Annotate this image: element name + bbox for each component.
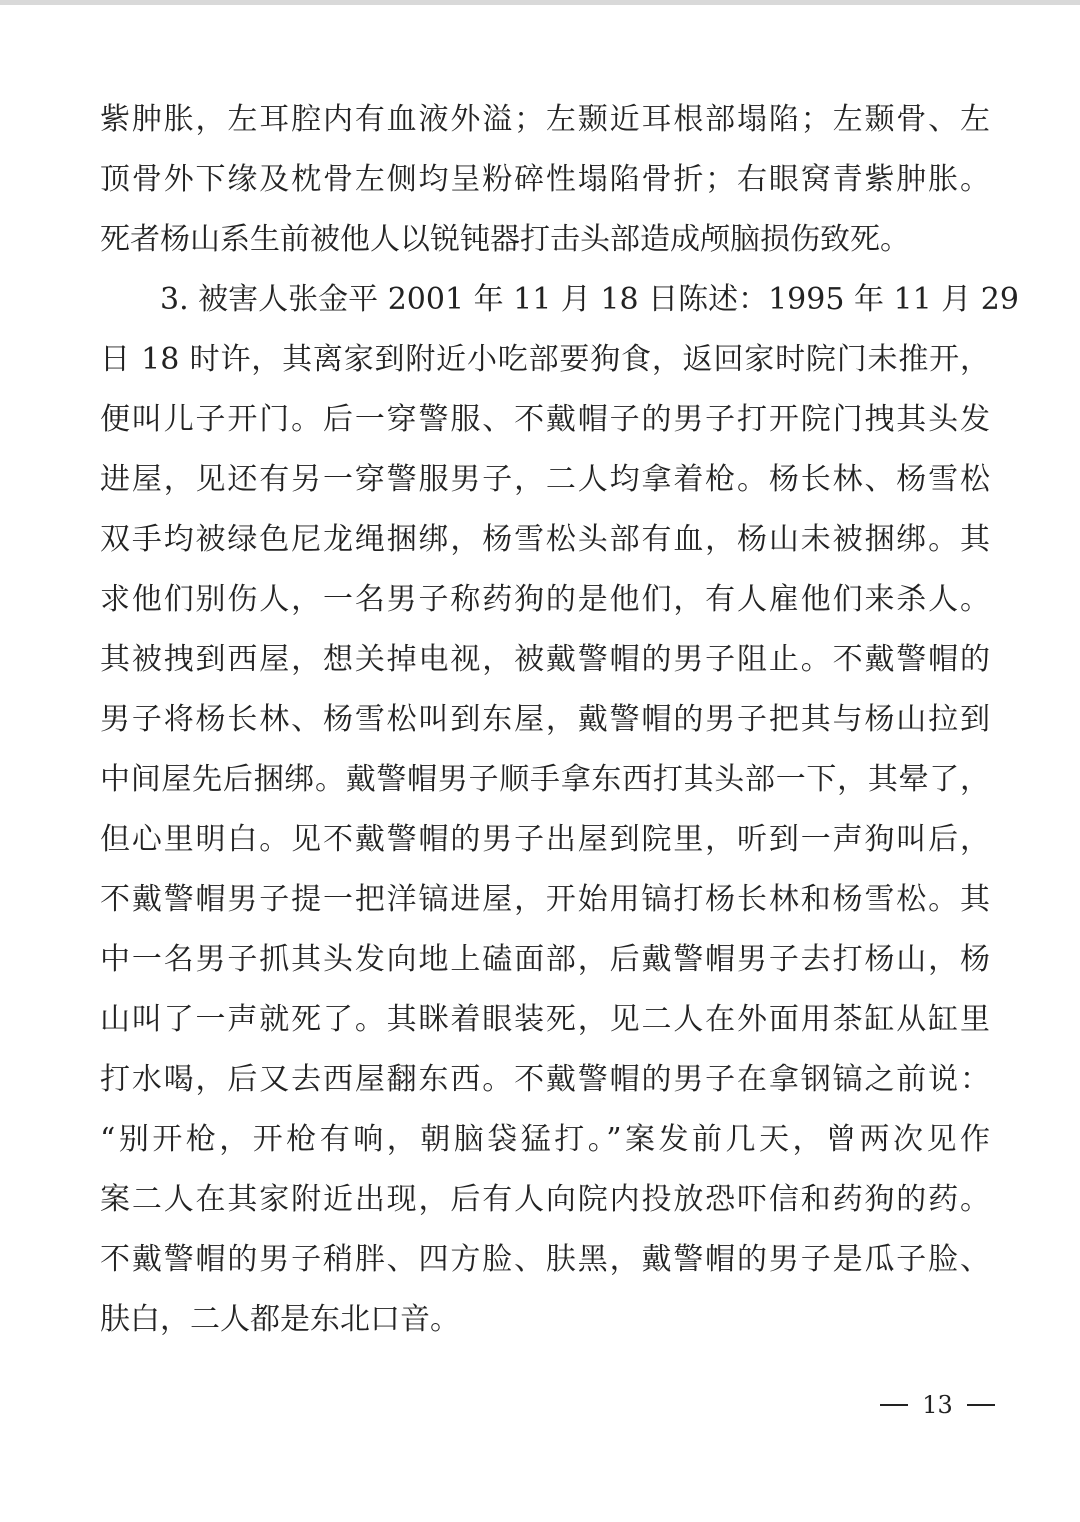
text-line: 打水喝，后又去西屋翻东西。不戴警帽的男子在拿钢镐之前说：	[100, 1062, 990, 1097]
text-line: 紫肿胀，左耳腔内有血液外溢；左颞近耳根部塌陷；左颞骨、左	[100, 102, 990, 137]
text-line: 男子将杨长林、杨雪松叫到东屋，戴警帽的男子把其与杨山拉到	[100, 702, 990, 737]
text-line: 中一名男子抓其头发向地上磕面部，后戴警帽男子去打杨山，杨	[100, 942, 990, 977]
paragraph-start-line: 3. 被害人张金平 2001 年 11 月 18 日陈述：1995 年 11 月 29	[160, 282, 1019, 317]
text-line: 不戴警帽男子提一把洋镐进屋，开始用镐打杨长林和杨雪松。其	[100, 882, 990, 917]
page-number-value: 13	[922, 1391, 953, 1419]
text-line: 肤白，二人都是东北口音。	[100, 1302, 460, 1337]
text-line: 死者杨山系生前被他人以锐钝器打击头部造成颅脑损伤致死。	[100, 222, 910, 257]
text-line: 中间屋先后捆绑。戴警帽男子顺手拿东西打其头部一下，其晕了，	[100, 762, 990, 797]
text-line: 双手均被绿色尼龙绳捆绑，杨雪松头部有血，杨山未被捆绑。其	[100, 522, 990, 557]
text-line: 山叫了一声就死了。其眯着眼装死，见二人在外面用茶缸从缸里	[100, 1002, 990, 1037]
em-dash-left	[880, 1404, 908, 1406]
text-line: 顶骨外下缘及枕骨左侧均呈粉碎性塌陷骨折；右眼窝青紫肿胀。	[100, 162, 990, 197]
text-line: 日 18 时许，其离家到附近小吃部要狗食，返回家时院门未推开，	[100, 342, 990, 377]
text-line: 进屋，见还有另一穿警服男子，二人均拿着枪。杨长林、杨雪松	[100, 462, 990, 497]
text-line: 求他们别伤人，一名男子称药狗的是他们，有人雇他们来杀人。	[100, 582, 990, 617]
top-scan-border	[0, 0, 1080, 5]
text-line: 但心里明白。见不戴警帽的男子出屋到院里，听到一声狗叫后，	[100, 822, 990, 857]
text-line: 便叫儿子开门。后一穿警服、不戴帽子的男子打开院门拽其头发	[100, 402, 990, 437]
text-line: 不戴警帽的男子稍胖、四方脸、肤黑，戴警帽的男子是瓜子脸、	[100, 1242, 990, 1277]
em-dash-right	[967, 1404, 995, 1406]
page-number	[880, 1390, 995, 1420]
text-line: “别开枪，开枪有响，朝脑袋猛打。”案发前几天，曾两次见作	[100, 1122, 990, 1157]
text-line: 案二人在其家附近出现，后有人向院内投放恐吓信和药狗的药。	[100, 1182, 990, 1217]
document-body	[100, 90, 1019, 1350]
text-line: 其被拽到西屋，想关掉电视，被戴警帽的男子阻止。不戴警帽的	[100, 642, 990, 677]
